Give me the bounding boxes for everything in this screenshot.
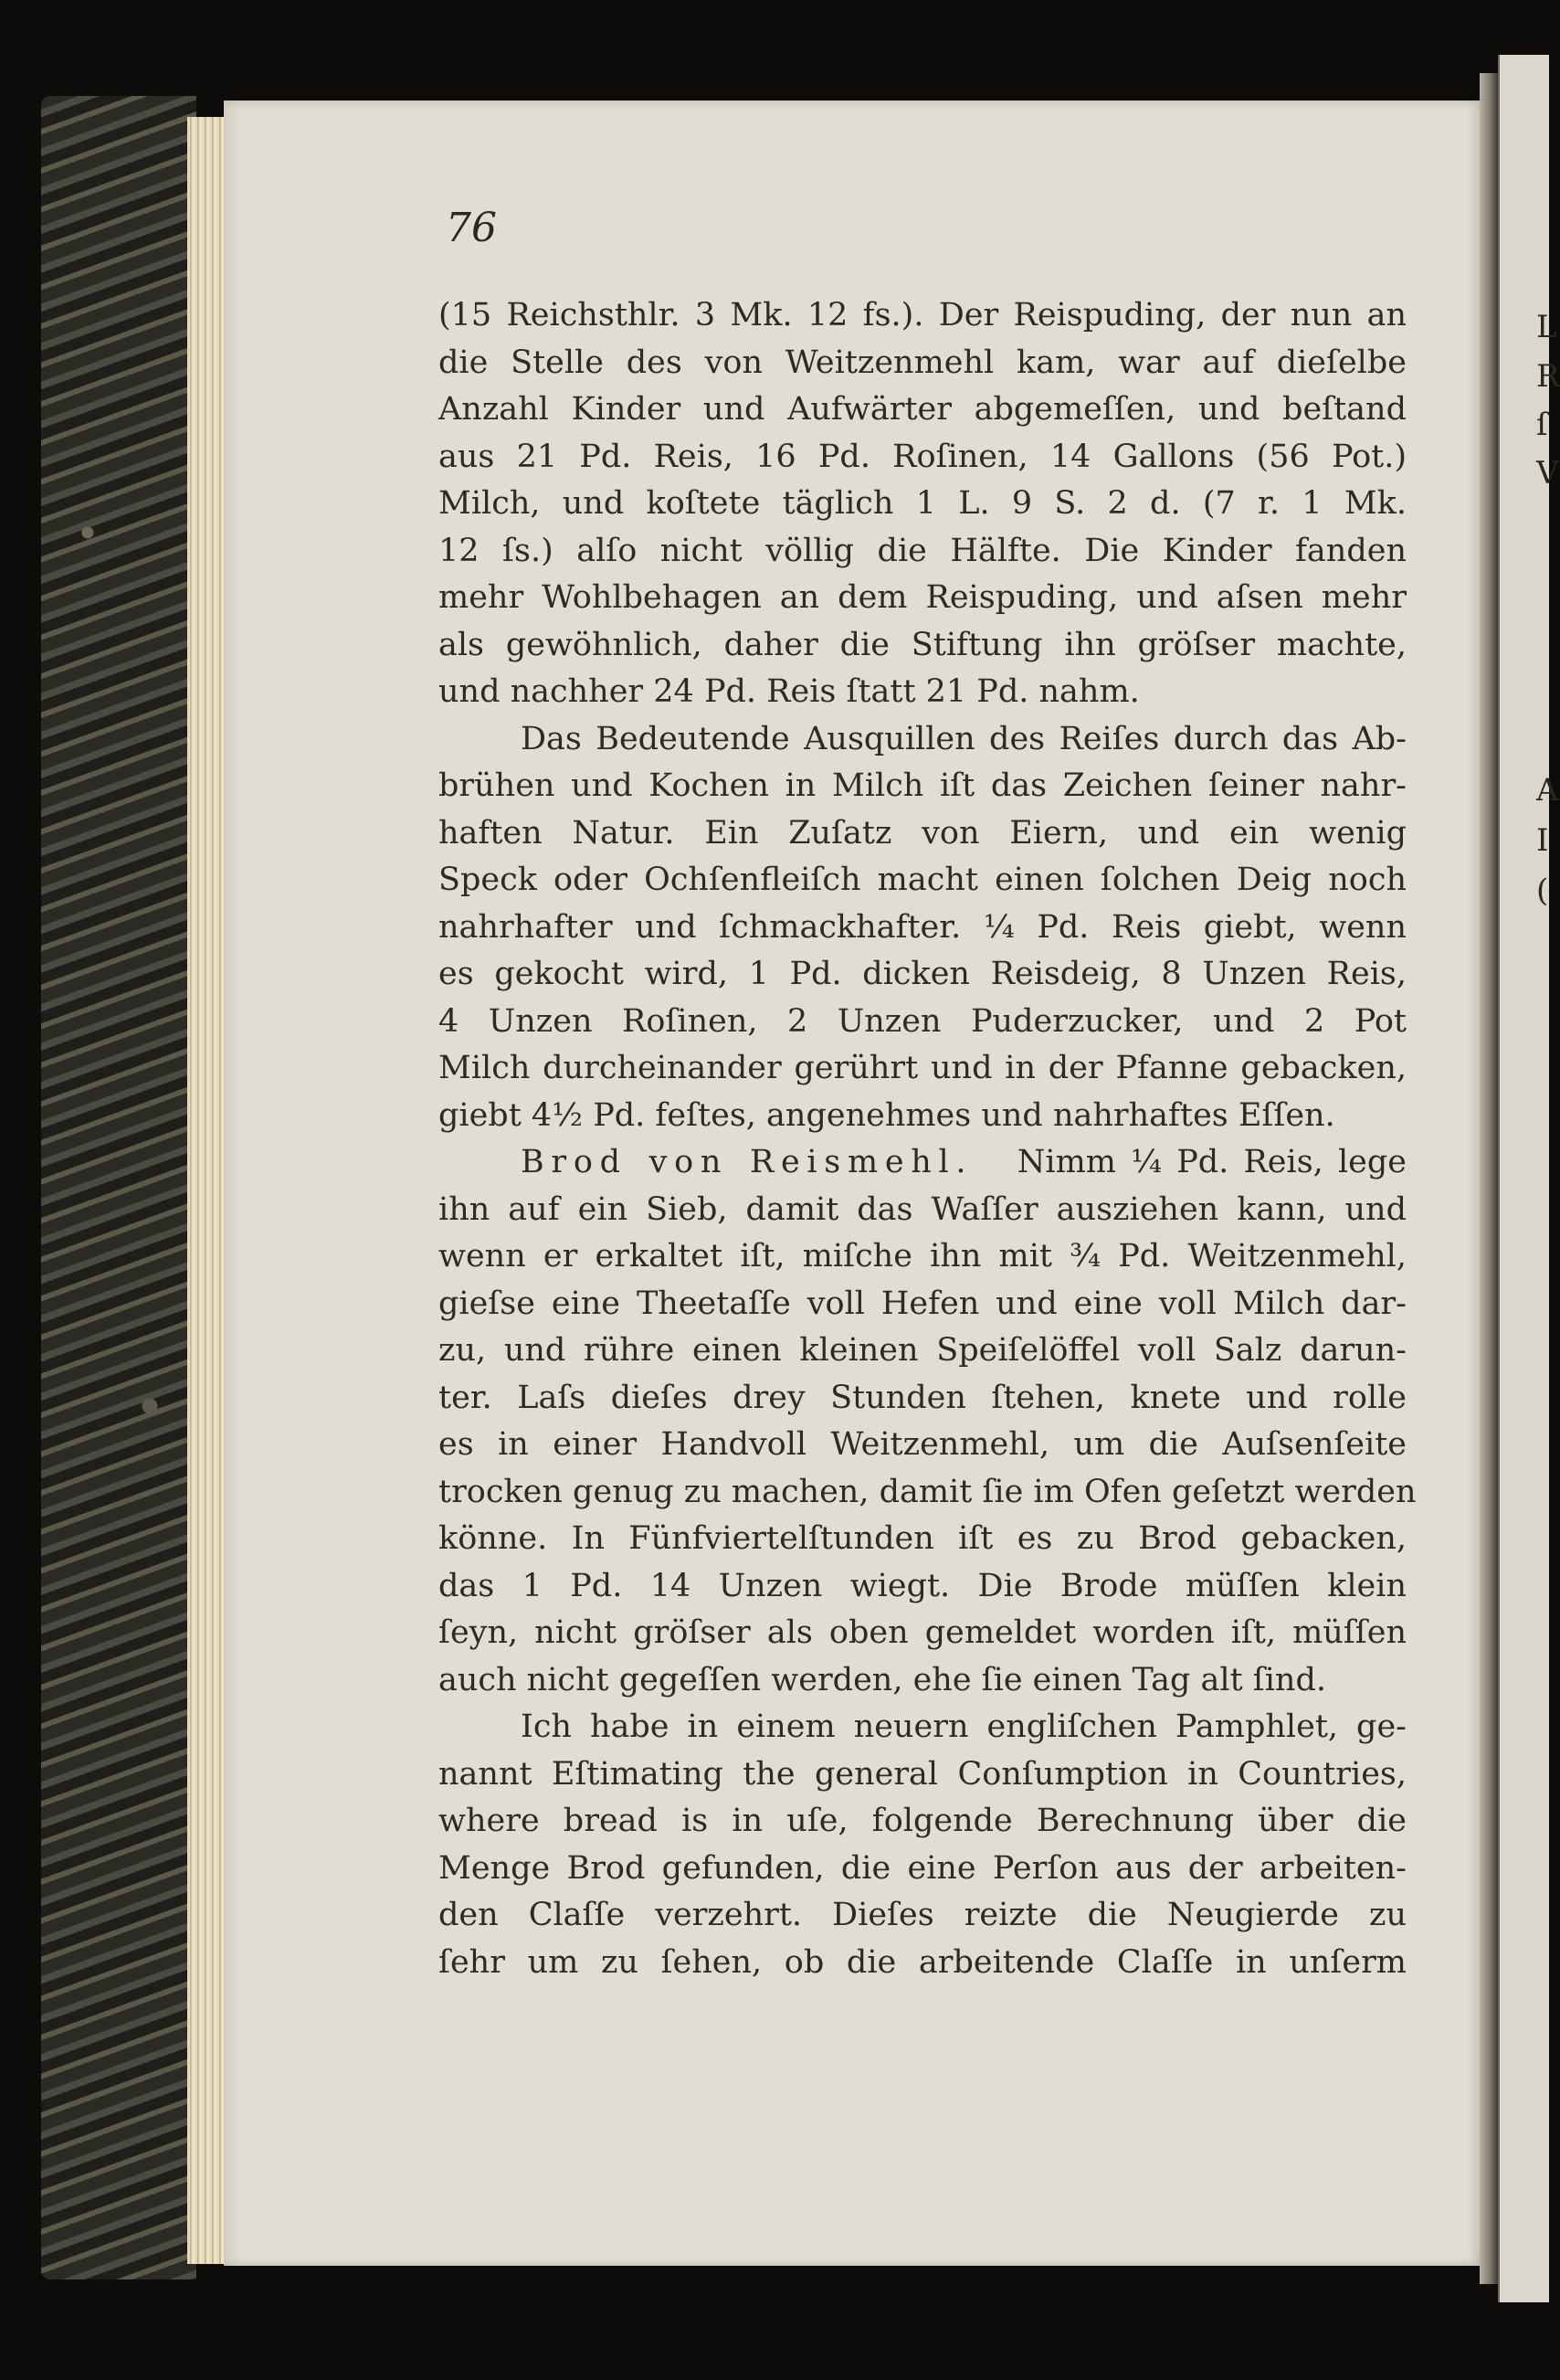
text-line: die Stelle des von Weitzenmehl kam, war auf dieſelbe xyxy=(438,344,1407,381)
page-number: 76 xyxy=(446,205,497,251)
facing-page-fragment: I xyxy=(1536,822,1549,859)
facing-page-fragment: L xyxy=(1536,309,1557,345)
text-line-with-heading xyxy=(438,1139,1407,1187)
text-line: den Claſſe verzehrt. Dieſes reizte die Neugierde zu xyxy=(438,1897,1407,1933)
text-line: könne. In Fünfviertelſtunden iſt es zu Brod gebacken, xyxy=(438,1520,1407,1557)
text-line: aus 21 Pd. Reis, 16 Pd. Roſinen, 14 Gallons (56 Pot.) xyxy=(438,438,1407,475)
text-line: zu, und rühre einen kleinen Speiſelöffel voll Salz darun- xyxy=(438,1332,1407,1369)
text-line-rest: Nimm ¼ Pd. Reis, lege xyxy=(1017,1144,1407,1180)
text-line: trocken genug zu machen, damit ſie im Ofen geſetzt werden xyxy=(438,1473,1417,1510)
text-line: haften Natur. Ein Zuſatz von Eiern, und ein wenig xyxy=(438,814,1407,852)
text-line: nahrhafter und ſchmackhafter. ¼ Pd. Reis giebt, wenn xyxy=(438,908,1407,946)
text-line: nannt Eſtimating the general Conſumption in Countries, xyxy=(438,1755,1407,1793)
facing-page-fragment: ſ xyxy=(1536,407,1548,443)
book-cover-edge xyxy=(41,96,196,2280)
text-line: es in einer Handvoll Weitzenmehl, um die Auſsenſeite xyxy=(438,1426,1407,1463)
facing-page-fragment: R xyxy=(1536,358,1560,395)
section-heading: Brod von Reismehl. xyxy=(521,1144,974,1180)
text-line: als gewöhnlich, daher die Stiftung ihn gröſser machte, xyxy=(438,626,1407,663)
text-line: Anzahl Kinder und Aufwärter abgemeſſen, und beſtand xyxy=(438,391,1407,428)
text-line: ſehr um zu ſehen, ob die arbeitende Claſſe in unſerm xyxy=(438,1943,1407,1981)
text-line: Speck oder Ochſenfleiſch macht einen ſolchen Deig noch xyxy=(438,862,1407,898)
text-line: Milch durcheinander gerührt und in der Pfanne gebacken, xyxy=(438,1050,1407,1086)
facing-page-fragment: V xyxy=(1536,455,1559,492)
text-line: (15 Reichsthlr. 3 Mk. 12 fs.). Der Reispuding, der nun an xyxy=(438,297,1407,333)
text-line: Ich habe in einem neuern engliſchen Pamphlet, ge- xyxy=(521,1708,1407,1745)
text-line: Das Bedeutende Ausquillen des Reiſes durch das Ab- xyxy=(521,720,1407,757)
page-edges xyxy=(187,117,228,2264)
text-line: mehr Wohlbehagen an dem Reispuding, und aſsen mehr xyxy=(438,579,1407,616)
text-line: Milch, und koſtete täglich 1 L. 9 S. 2 d. (7 r. 1 Mk. xyxy=(438,485,1407,522)
text-line: ihn auf ein Sieb, damit das Waſſer ausziehen kann, und xyxy=(438,1190,1407,1228)
text-line: ter. Laſs dieſes drey Stunden ſtehen, knete und rolle xyxy=(438,1379,1407,1416)
facing-page-fragment: A xyxy=(1536,772,1559,809)
text-line: und nachher 24 Pd. Reis ſtatt 21 Pd. nahm. xyxy=(438,673,1140,710)
facing-page-edge xyxy=(1498,55,1560,2302)
text-line: 4 Unzen Roſinen, 2 Unzen Puderzucker, und 2 Pot xyxy=(438,1002,1407,1040)
text-line: das 1 Pd. 14 Unzen wiegt. Die Brode müſſen klein xyxy=(438,1567,1407,1604)
text-line: giebt 4½ Pd. feſtes, angenehmes und nahrhaftes Eſſen. xyxy=(438,1096,1335,1134)
text-line: Menge Brod gefunden, die eine Perſon aus der arbeiten- xyxy=(438,1849,1407,1887)
text-line: ſeyn, nicht gröſser als oben gemeldet worden iſt, müſſen xyxy=(438,1614,1407,1651)
text-line: wenn er erkaltet iſt, miſche ihn mit ¾ Pd. Weitzenmehl, xyxy=(438,1238,1407,1275)
text-line: auch nicht gegeſſen werden, ehe ſie einen Tag alt ſind. xyxy=(438,1661,1326,1698)
text-line: brühen und Kochen in Milch iſt das Zeichen ſeiner nahr- xyxy=(438,767,1407,804)
text-line: 12 ſs.) alſo nicht völlig die Hälfte. Die Kinder fanden xyxy=(438,532,1407,569)
book-gutter xyxy=(1480,73,1498,2284)
facing-page-fragment: ( xyxy=(1536,873,1549,909)
body-text xyxy=(438,292,1417,1986)
text-line: es gekocht wird, 1 Pd. dicken Reisdeig, 8 Unzen Reis, xyxy=(438,956,1407,992)
text-line: gieſse eine Theetaſſe voll Hefen und eine voll Milch dar- xyxy=(438,1285,1407,1322)
text-line: where bread is in uſe, folgende Berechnung über die xyxy=(438,1803,1407,1839)
